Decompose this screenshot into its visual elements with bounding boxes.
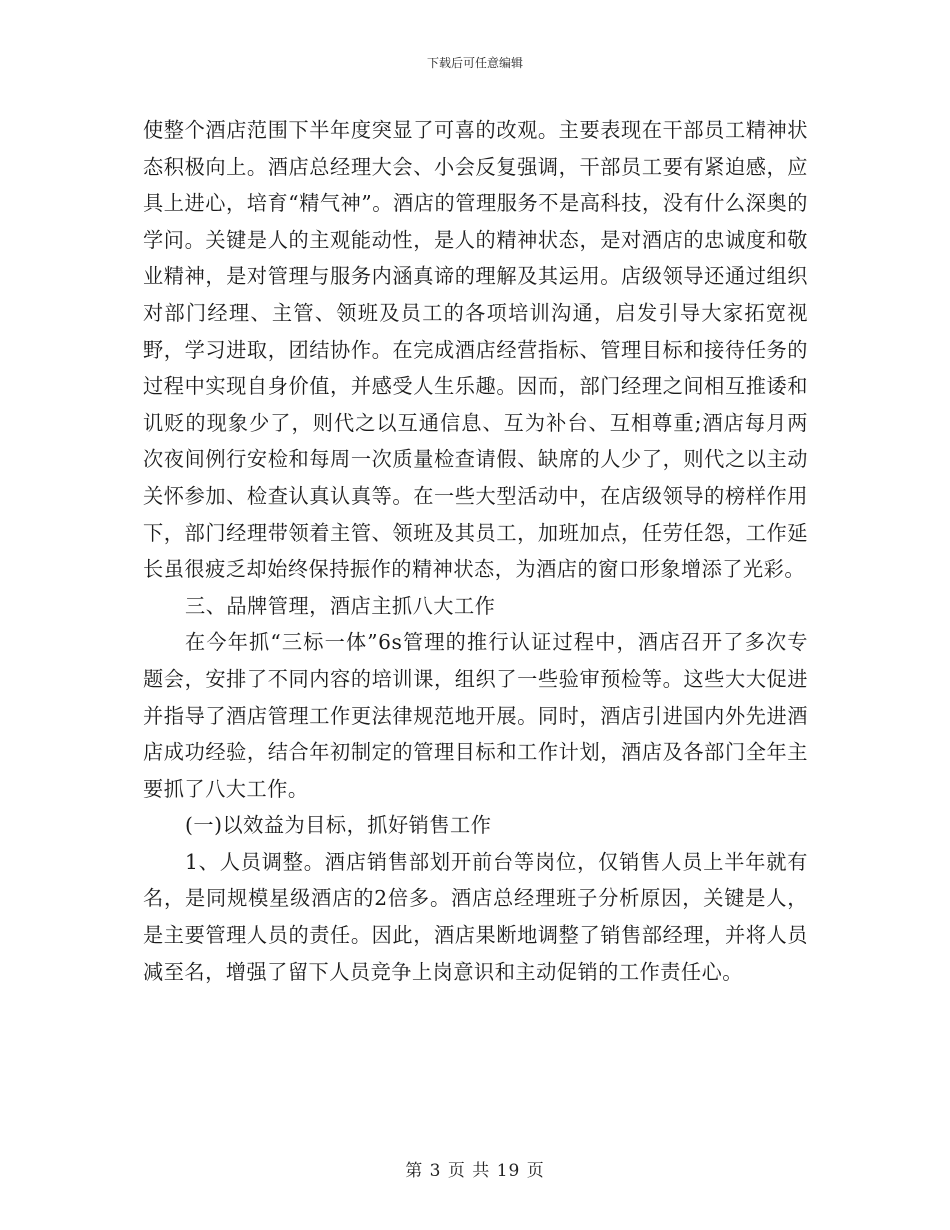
- page-header: 下载后可任意编辑: [426, 56, 523, 70]
- paragraph: 使整个酒店范围下半年度突显了可喜的改观。主要表现在干部员工精神状态积极向上。酒店总经理大会、小会反复强调，干部员工要有紧迫感，应具上进心，培育“精气神”。酒店的管理服务不是高科技，没有什么深奥的学问。关键是人的主观能动性，是人的精神状态，是对酒店的忠诚度和敬业精神，是对管理与服务内涵真谛的理解及其运用。店级领导还通过组织对部门经理、主管、领班及员工的各项培训沟通，启发引导大家拓宽视野，学习进取，团结协作。在完成酒店经营指标、管理目标和接待任务的过程中实现自身价值，并感受人生乐趣。因而，部门经理之间相互推诿和讥贬的现象少了，则代之以互通信息、互为补台、互相尊重;酒店每月两次夜间例行安检和每周一次质量检查请假、缺席的人少了，则代之以主动关怀参加、检查认真认真等。在一些大型活动中，在店级领导的榜样作用下，部门经理带领着主管、领班及其员工，加班加点，任劳任怨，工作延长虽很疲乏却始终保持振作的精神状态，为酒店的窗口形象增添了光彩。: [143, 118, 808, 582]
- paragraph: 在今年抓“三标一体”6s管理的推行认证过程中，酒店召开了多次专题会，安排了不同内容的培训课，组织了一些验审预检等。这些大大促进并指导了酒店管理工作更法律规范地开展。同时，酒店引进国内外先进酒店成功经验，结合年初制定的管理目标和工作计划，酒店及各部门全年主要抓了八大工作。: [143, 630, 808, 801]
- paragraph: 1、人员调整。酒店销售部划开前台等岗位，仅销售人员上半年就有名，是同规模星级酒店的2倍多。酒店总经理班子分析原因，关键是人，是主要管理人员的责任。因此，酒店果断地调整了销售部经理，并将人员减至名，增强了留下人员竞争上岗意识和主动促销的工作责任心。: [143, 849, 808, 984]
- document-body: [143, 112, 808, 990]
- subsection-heading: (一)以效益为目标，抓好销售工作: [185, 813, 492, 838]
- page-number-footer: 第 3 页 共 19 页: [405, 1161, 545, 1181]
- section-heading: 三、品牌管理，酒店主抓八大工作: [185, 593, 496, 618]
